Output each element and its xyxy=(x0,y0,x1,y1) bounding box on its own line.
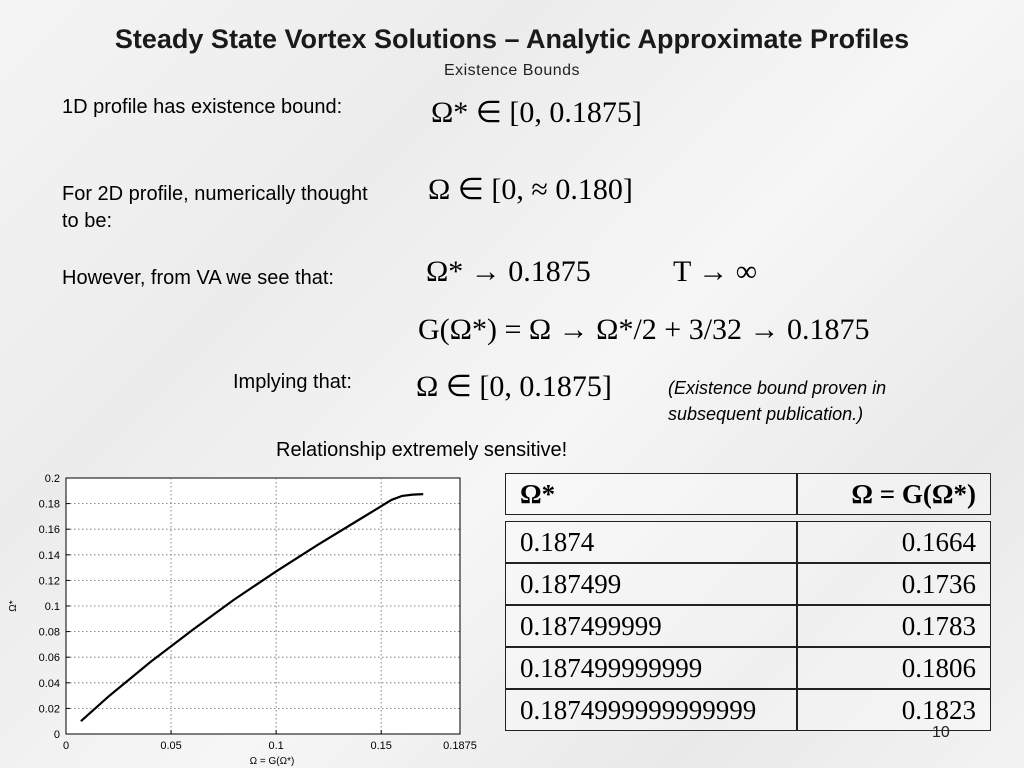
y-tick-label: 0.1 xyxy=(44,601,60,613)
table-row xyxy=(505,521,991,563)
equation-omega-limit: Ω* → 0.1875 xyxy=(426,255,591,288)
equation-1d-bound: Ω* ∈ [0, 0.1875] xyxy=(431,96,642,129)
y-tick-label: 0.2 xyxy=(44,473,60,485)
y-tick-label: 0.14 xyxy=(38,549,60,562)
note-existence-proof: (Existence bound proven in subsequent publication.) xyxy=(668,378,887,424)
table-row xyxy=(505,605,991,647)
equation-t-infinity: T → ∞ xyxy=(673,255,758,288)
table-cell-omega-g: 0.1736 xyxy=(797,563,991,605)
y-tick-label: 0.04 xyxy=(38,677,60,690)
x-tick-label: 0.15 xyxy=(370,740,392,752)
table-header-omega-star: Ω* xyxy=(505,473,797,515)
x-tick-label: 0.1875 xyxy=(443,740,477,752)
y-tick-label: 0.16 xyxy=(38,524,60,537)
text-1d-profile: 1D profile has existence bound: xyxy=(62,96,343,118)
equation-2d-bound: Ω ∈ [0, ≈ 0.180] xyxy=(428,173,633,206)
table-row xyxy=(505,647,991,689)
text-implying: Implying that: xyxy=(233,371,352,393)
slide-subtitle: Existence Bounds xyxy=(443,62,581,79)
table-row xyxy=(505,689,991,731)
table-header-omega-g: Ω = G(Ω*) xyxy=(797,473,991,515)
text-however-va: However, from VA we see that: xyxy=(62,267,334,289)
y-tick-label: 0.08 xyxy=(38,626,60,639)
table-header-row xyxy=(505,473,991,515)
table-cell-omega-star: 0.187499999999 xyxy=(505,647,797,689)
y-tick-label: 0.02 xyxy=(38,703,60,716)
equation-g-relation: G(Ω*) = Ω → Ω*/2 + 3/32 → 0.1875 xyxy=(418,313,870,346)
table-row xyxy=(505,563,991,605)
x-axis-label: Ω = G(Ω*) xyxy=(249,756,295,767)
x-tick-label: 0.05 xyxy=(160,740,182,752)
equation-implied-bound: Ω ∈ [0, 0.1875] xyxy=(416,370,612,403)
y-tick-label: 0.12 xyxy=(38,575,60,588)
table-cell-omega-star: 0.1874999999999999 xyxy=(505,689,797,731)
omega-values-table xyxy=(505,473,991,731)
text-sensitive: Relationship extremely sensitive! xyxy=(276,439,568,461)
table-cell-omega-g: 0.1664 xyxy=(797,521,991,563)
table-cell-omega-g: 0.1823 xyxy=(797,689,991,731)
table-cell-omega-star: 0.187499999 xyxy=(505,605,797,647)
table-cell-omega-star: 0.187499 xyxy=(505,563,797,605)
x-tick-label: 0 xyxy=(62,740,70,752)
x-tick-label: 0.1 xyxy=(268,740,284,752)
slide-title: Steady State Vortex Solutions – Analytic Approximate Profiles xyxy=(114,24,910,54)
text-2d-profile: For 2D profile, numerically thought to be: xyxy=(62,183,368,232)
y-tick-label: 0.06 xyxy=(38,652,60,665)
y-tick-label: 0.18 xyxy=(38,498,60,511)
omega-relation-chart xyxy=(0,462,477,768)
table-cell-omega-g: 0.1806 xyxy=(797,647,991,689)
table-cell-omega-g: 0.1783 xyxy=(797,605,991,647)
y-axis-label: Ω* xyxy=(8,600,19,612)
table-cell-omega-star: 0.1874 xyxy=(505,521,797,563)
y-tick-label: 0 xyxy=(53,729,60,741)
page-number: 10 xyxy=(932,724,950,741)
